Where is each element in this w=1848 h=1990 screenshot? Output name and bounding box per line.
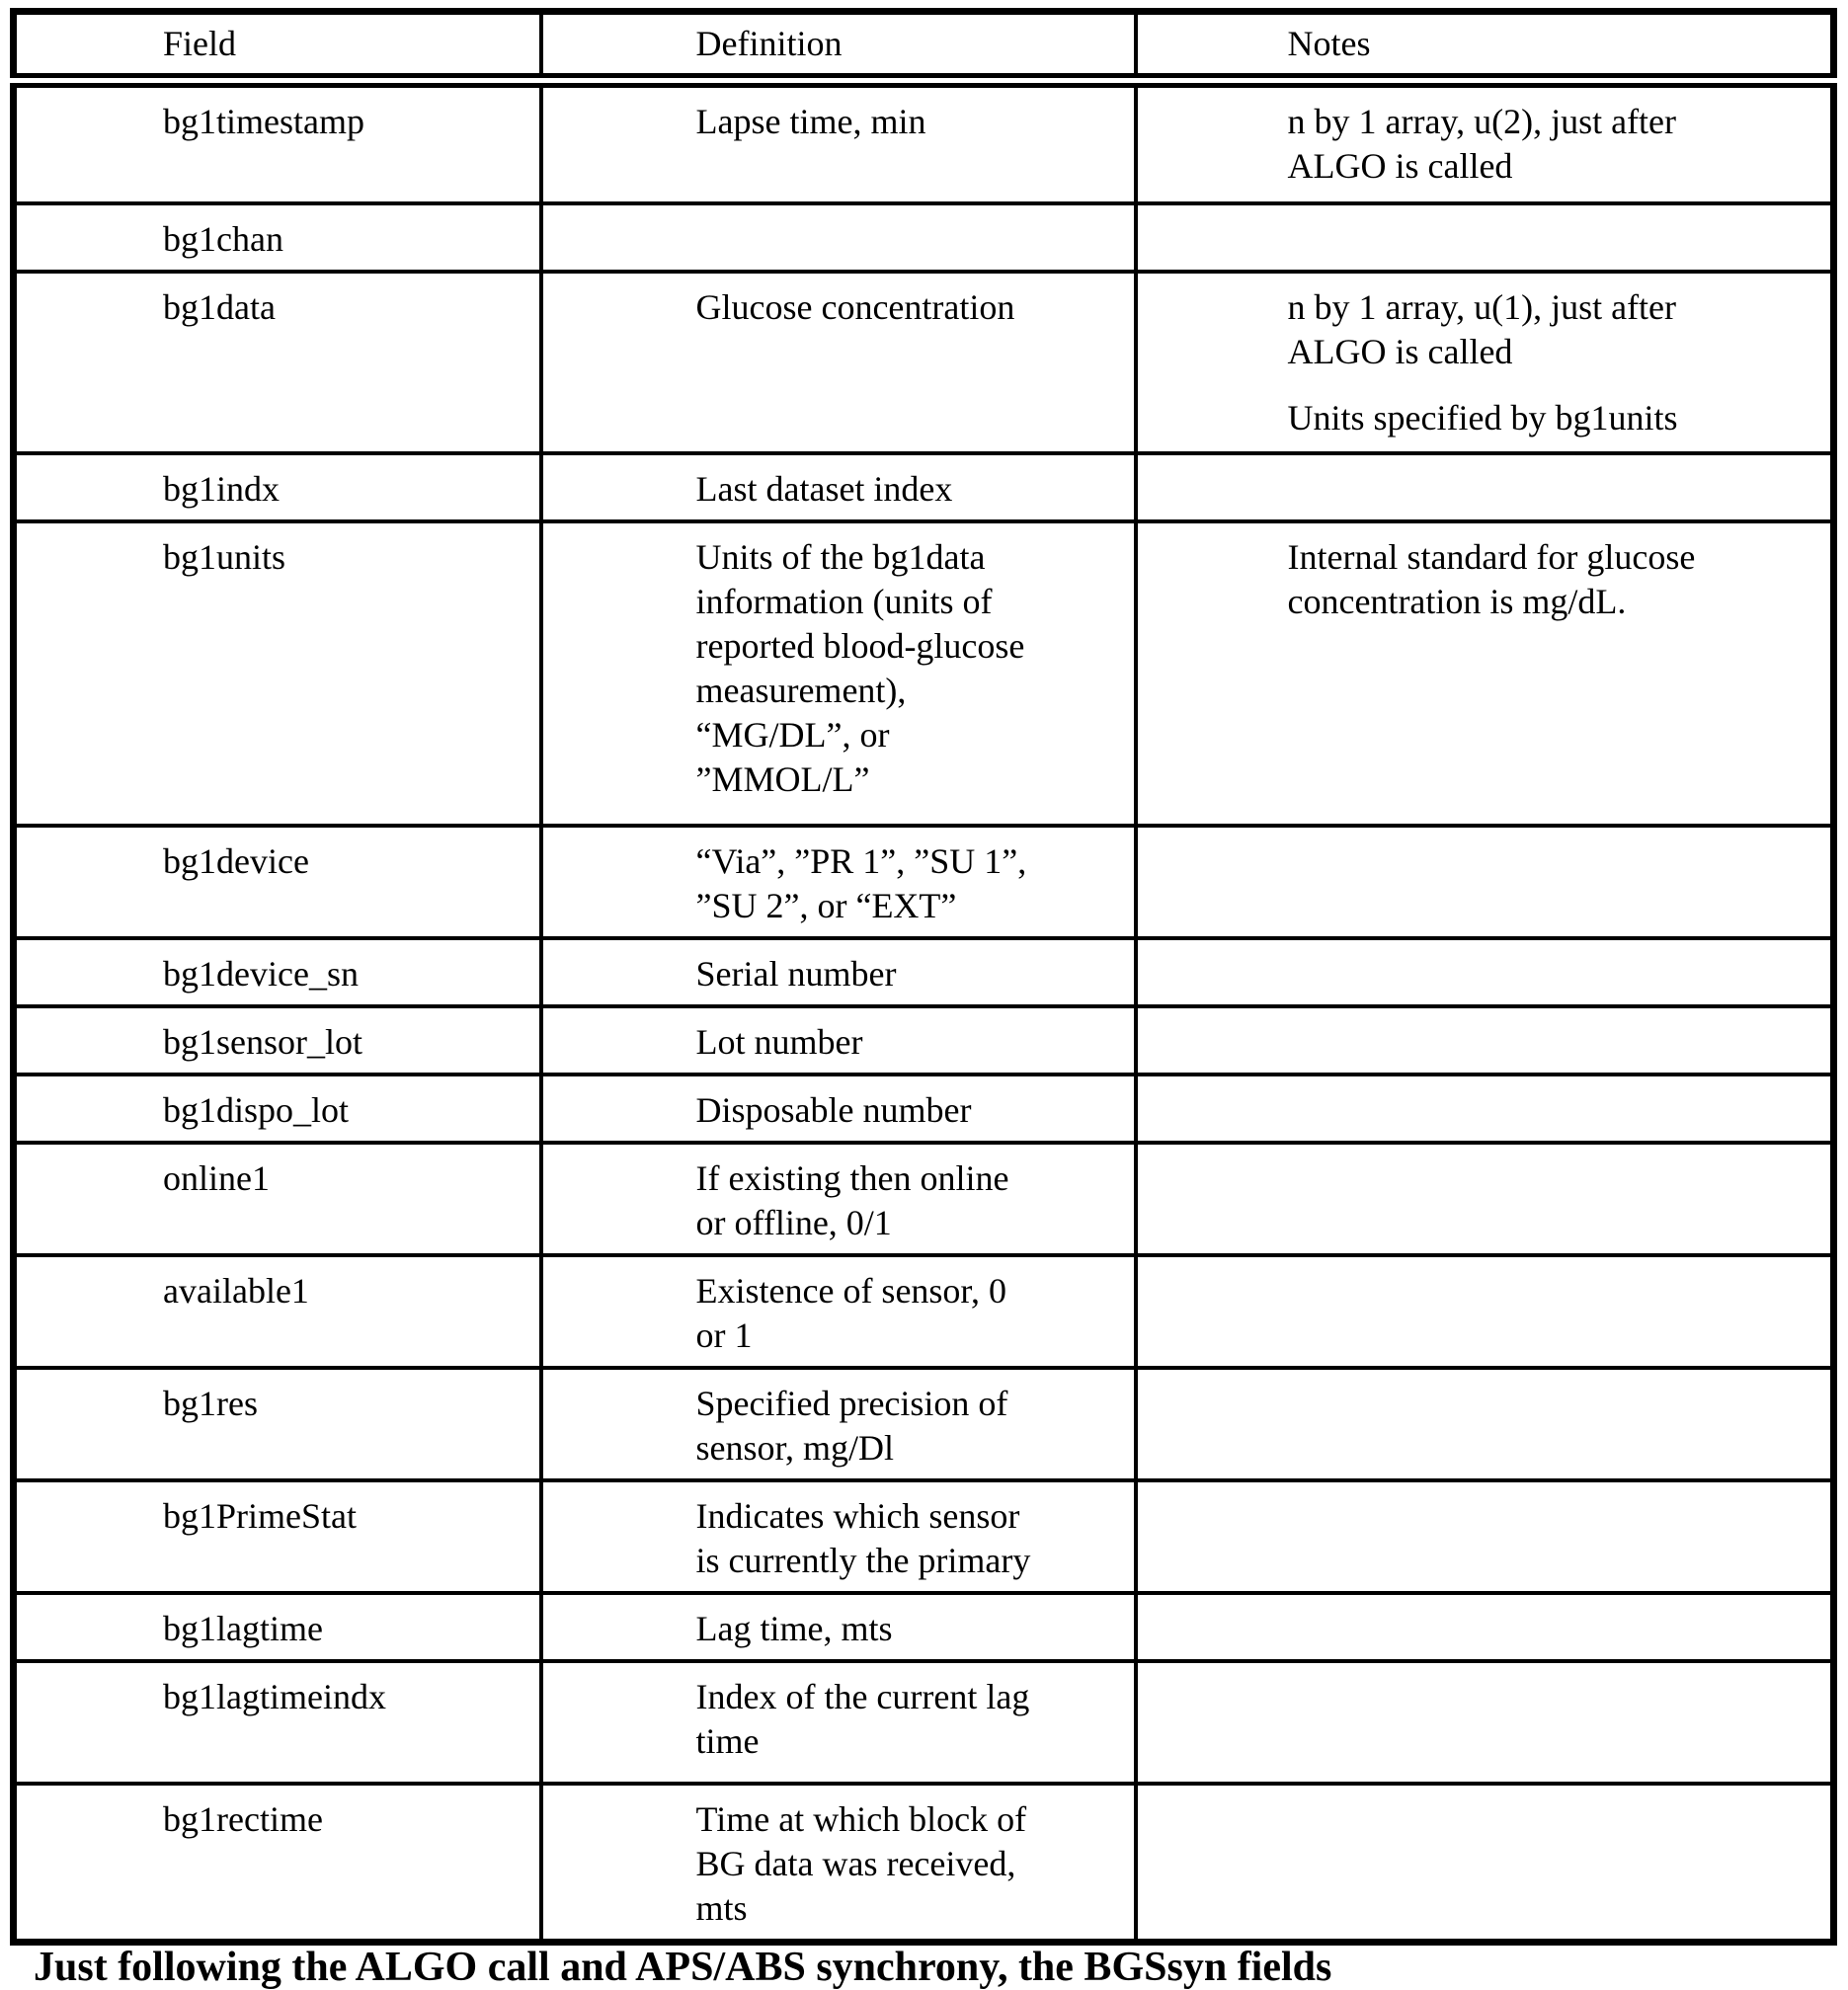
field-cell: available1 (14, 1255, 541, 1368)
column-header-definition: Definition (541, 12, 1136, 81)
column-header-field: Field (14, 12, 541, 81)
notes-cell (1136, 203, 1834, 272)
definition-cell: Serial number (541, 938, 1136, 1006)
definition-cell: “Via”, ”PR 1”, ”SU 1”, ”SU 2”, or “EXT” (541, 826, 1136, 938)
definition-cell: Existence of sensor, 0 or 1 (541, 1255, 1136, 1368)
definition-cell: Disposable number (541, 1075, 1136, 1143)
field-cell: bg1res (14, 1368, 541, 1480)
note-paragraph: n by 1 array, u(2), just after ALGO is called (1287, 102, 1677, 186)
definition-cell: Lot number (541, 1006, 1136, 1075)
table-row (14, 1593, 1834, 1661)
definition-cell: Indicates which sensor is currently the primary (541, 1480, 1136, 1593)
notes-cell (1136, 1006, 1834, 1075)
field-cell: bg1lagtimeindx (14, 1661, 541, 1784)
table-row (14, 453, 1834, 521)
notes-cell (1136, 1368, 1834, 1480)
table-row (14, 521, 1834, 826)
table-row (14, 1006, 1834, 1075)
table-row (14, 938, 1834, 1006)
field-cell: bg1chan (14, 203, 541, 272)
field-cell: online1 (14, 1143, 541, 1255)
field-cell: bg1device (14, 826, 541, 938)
table-row (14, 1784, 1834, 1943)
note-paragraph: n by 1 array, u(1), just after ALGO is called (1287, 286, 1677, 371)
definition-cell: Last dataset index (541, 453, 1136, 521)
notes-cell (1136, 453, 1834, 521)
footer-text: Just following the ALGO call and APS/ABS synchrony, the BGSsyn fields (34, 1944, 1332, 1990)
table-body (14, 81, 1834, 1943)
field-cell: bg1data (14, 272, 541, 453)
field-cell: bg1lagtime (14, 1593, 541, 1661)
notes-cell (1136, 1480, 1834, 1593)
field-cell: bg1device_sn (14, 938, 541, 1006)
notes-cell (1136, 521, 1834, 826)
field-cell: bg1PrimeStat (14, 1480, 541, 1593)
field-definition-table (10, 8, 1837, 1946)
definition-cell: Lag time, mts (541, 1593, 1136, 1661)
table-row (14, 1255, 1834, 1368)
field-cell: bg1dispo_lot (14, 1075, 541, 1143)
field-cell: bg1units (14, 521, 541, 826)
notes-cell (1136, 81, 1834, 203)
table-row (14, 203, 1834, 272)
field-cell: bg1timestamp (14, 81, 541, 203)
notes-cell (1136, 272, 1834, 453)
notes-cell (1136, 1661, 1834, 1784)
notes-cell (1136, 1593, 1834, 1661)
definition-cell: Index of the current lag time (541, 1661, 1136, 1784)
notes-cell (1136, 1784, 1834, 1943)
field-cell: bg1rectime (14, 1784, 541, 1943)
definition-cell: Lapse time, min (541, 81, 1136, 203)
table-row (14, 81, 1834, 203)
notes-cell (1136, 1255, 1834, 1368)
table-header (14, 12, 1834, 81)
notes-cell (1136, 826, 1834, 938)
notes-cell (1136, 938, 1834, 1006)
table-row (14, 1480, 1834, 1593)
header-row (14, 12, 1834, 81)
definition-cell (541, 203, 1136, 272)
definition-cell: Specified precision of sensor, mg/Dl (541, 1368, 1136, 1480)
notes-cell (1136, 1143, 1834, 1255)
table-row (14, 1143, 1834, 1255)
definition-cell: If existing then online or offline, 0/1 (541, 1143, 1136, 1255)
note-paragraph: Units specified by bg1units (1287, 397, 1678, 438)
table-row (14, 1368, 1834, 1480)
definition-cell: Time at which block of BG data was received, mts (541, 1784, 1136, 1943)
table-row (14, 1661, 1834, 1784)
definition-cell: Glucose concentration (541, 272, 1136, 453)
column-header-notes: Notes (1136, 12, 1834, 81)
table-row (14, 1075, 1834, 1143)
definition-cell: Units of the bg1data information (units of reported blood-glucose measurement), “MG/DL”, or ”MMOL/L” (541, 521, 1136, 826)
notes-cell (1136, 1075, 1834, 1143)
table-row (14, 272, 1834, 453)
field-cell: bg1indx (14, 453, 541, 521)
table-row (14, 826, 1834, 938)
note-paragraph: Internal standard for glucose concentration is mg/dL. (1287, 536, 1696, 621)
field-cell: bg1sensor_lot (14, 1006, 541, 1075)
